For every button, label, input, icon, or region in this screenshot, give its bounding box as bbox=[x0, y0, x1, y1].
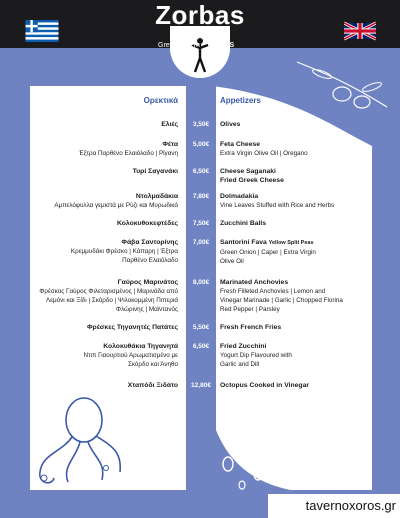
menu-item-english bbox=[220, 323, 281, 332]
item-price: 7,80€ bbox=[192, 193, 210, 200]
item-description: Κρεμμυδάκι Φρέσκο | Κάπαρη | Έξτρα Παρθένο Ελαιόλαδο bbox=[70, 248, 178, 264]
item-price: 12,80€ bbox=[191, 382, 211, 389]
menu-item-english bbox=[220, 238, 330, 266]
section-title-greek: Ορεκτικά bbox=[143, 96, 178, 105]
bubbles-icon bbox=[218, 452, 278, 492]
item-title: Santorini Fava bbox=[220, 239, 267, 246]
item-title: Φέτα bbox=[162, 141, 178, 148]
item-title: Τυρί Σαγανάκι bbox=[132, 168, 178, 175]
menu-item-greek bbox=[133, 167, 178, 176]
item-description: Yogurt Dip Flavoured with Garlic and Dill bbox=[220, 352, 292, 368]
item-title: Cheese Saganaki bbox=[220, 168, 276, 175]
item-title: Κολοκυθάκια Τηγανητά bbox=[103, 343, 178, 350]
menu-item-greek bbox=[128, 381, 178, 390]
item-description: Extra Virgin Olive Oil | Oregano bbox=[220, 150, 308, 157]
item-description: Αμπελόφυλλα γεμιστά με Ρύζι και Μυρωδικά bbox=[54, 202, 178, 209]
menu-item-english bbox=[220, 192, 334, 210]
menu-item-greek bbox=[28, 278, 178, 314]
item-title: Χταπόδι Ξιδάτο bbox=[127, 382, 178, 389]
item-title: Fresh French Fries bbox=[220, 324, 282, 331]
item-description: Fresh Filleted Anchovies | Lemon and Vinegar Marinade | Garlic | Chopped Florina Red Pepper | Parsley bbox=[220, 288, 343, 313]
item-price: 5,50€ bbox=[192, 324, 210, 331]
menu-item-english bbox=[220, 278, 346, 314]
menu-item-greek bbox=[58, 238, 178, 265]
item-title: Feta Cheese bbox=[220, 141, 261, 148]
menu-item-english bbox=[220, 219, 266, 228]
website-link[interactable]: tavernoxoros.gr bbox=[305, 498, 396, 513]
menu-item-greek bbox=[78, 342, 178, 369]
menu-item-greek bbox=[161, 120, 178, 129]
menu-item-english bbox=[220, 342, 310, 369]
menu-item-greek bbox=[54, 192, 178, 210]
menu-item-english bbox=[220, 167, 284, 185]
menu-item-english bbox=[220, 120, 240, 129]
brand-name: Zorbas bbox=[155, 0, 245, 30]
item-price: 7,50€ bbox=[192, 220, 210, 227]
greek-flag-icon[interactable] bbox=[24, 20, 60, 42]
item-title: Κολοκυθοκεφτέδες bbox=[117, 220, 178, 227]
item-price: 7,00€ bbox=[192, 239, 210, 246]
item-title-extra: Yellow Split Peas bbox=[268, 240, 314, 246]
item-title: Φάβα Σαντορίνης bbox=[121, 239, 178, 246]
item-title: Octopus Cooked in Vinegar bbox=[220, 382, 310, 389]
item-price: 5,00€ bbox=[192, 141, 210, 148]
item-description: Έξτρα Παρθένο Ελαιόλαδο | Ρίγανη bbox=[78, 150, 178, 157]
brand-location: MILOS bbox=[212, 42, 235, 49]
item-price: 3,50€ bbox=[192, 121, 210, 128]
item-title: Dolmadakia bbox=[220, 193, 259, 200]
item-title: Ντολμαδάκια bbox=[135, 193, 178, 200]
item-description: Fried Greek Cheese bbox=[220, 177, 284, 184]
item-title: Ελιές bbox=[161, 121, 178, 128]
item-price: 6,50€ bbox=[192, 168, 210, 175]
item-description: Φρέσκος Γαύρος Φιλεταρισμένος | Μαρινάδα από Λεμόνι και Ξίδι | Σκόρδο | Ψιλοκομμένη Πιπεριά Φλώρινης | Μαϊντανός bbox=[39, 288, 178, 313]
item-title: Zucchini Balls bbox=[220, 220, 267, 227]
item-price: 8,00€ bbox=[192, 279, 210, 286]
menu-item-greek bbox=[87, 323, 178, 332]
item-title: Γαύρος Μαρινάτος bbox=[117, 279, 178, 286]
menu-item-greek bbox=[79, 140, 178, 158]
menu-item-greek bbox=[117, 219, 178, 228]
item-title: Olives bbox=[220, 121, 241, 128]
item-description: Ντιπ Γιαουρτιού Αρωματισμένο με Σκόρδο και Άνηθο bbox=[83, 352, 178, 368]
menu-item-english bbox=[220, 140, 308, 158]
item-price: 6,50€ bbox=[192, 343, 210, 350]
menu-item-english bbox=[220, 381, 309, 390]
section-title-english: Appetizers bbox=[220, 96, 261, 105]
uk-flag-icon[interactable] bbox=[344, 21, 376, 41]
item-title: Φρέσκες Τηγανητές Πατάτες bbox=[86, 324, 178, 331]
item-description: Vine Leaves Stuffed with Rice and Herbs bbox=[220, 202, 335, 209]
item-title: Marinated Anchovies bbox=[220, 279, 289, 286]
item-title: Fried Zucchini bbox=[220, 343, 267, 350]
brand-tagline: Greek Tavern bbox=[158, 42, 200, 49]
octopus-icon bbox=[22, 392, 132, 492]
olive-branch-icon bbox=[292, 52, 392, 122]
item-description: Green Onion | Caper | Extra Virgin Olive Oil bbox=[220, 249, 316, 265]
